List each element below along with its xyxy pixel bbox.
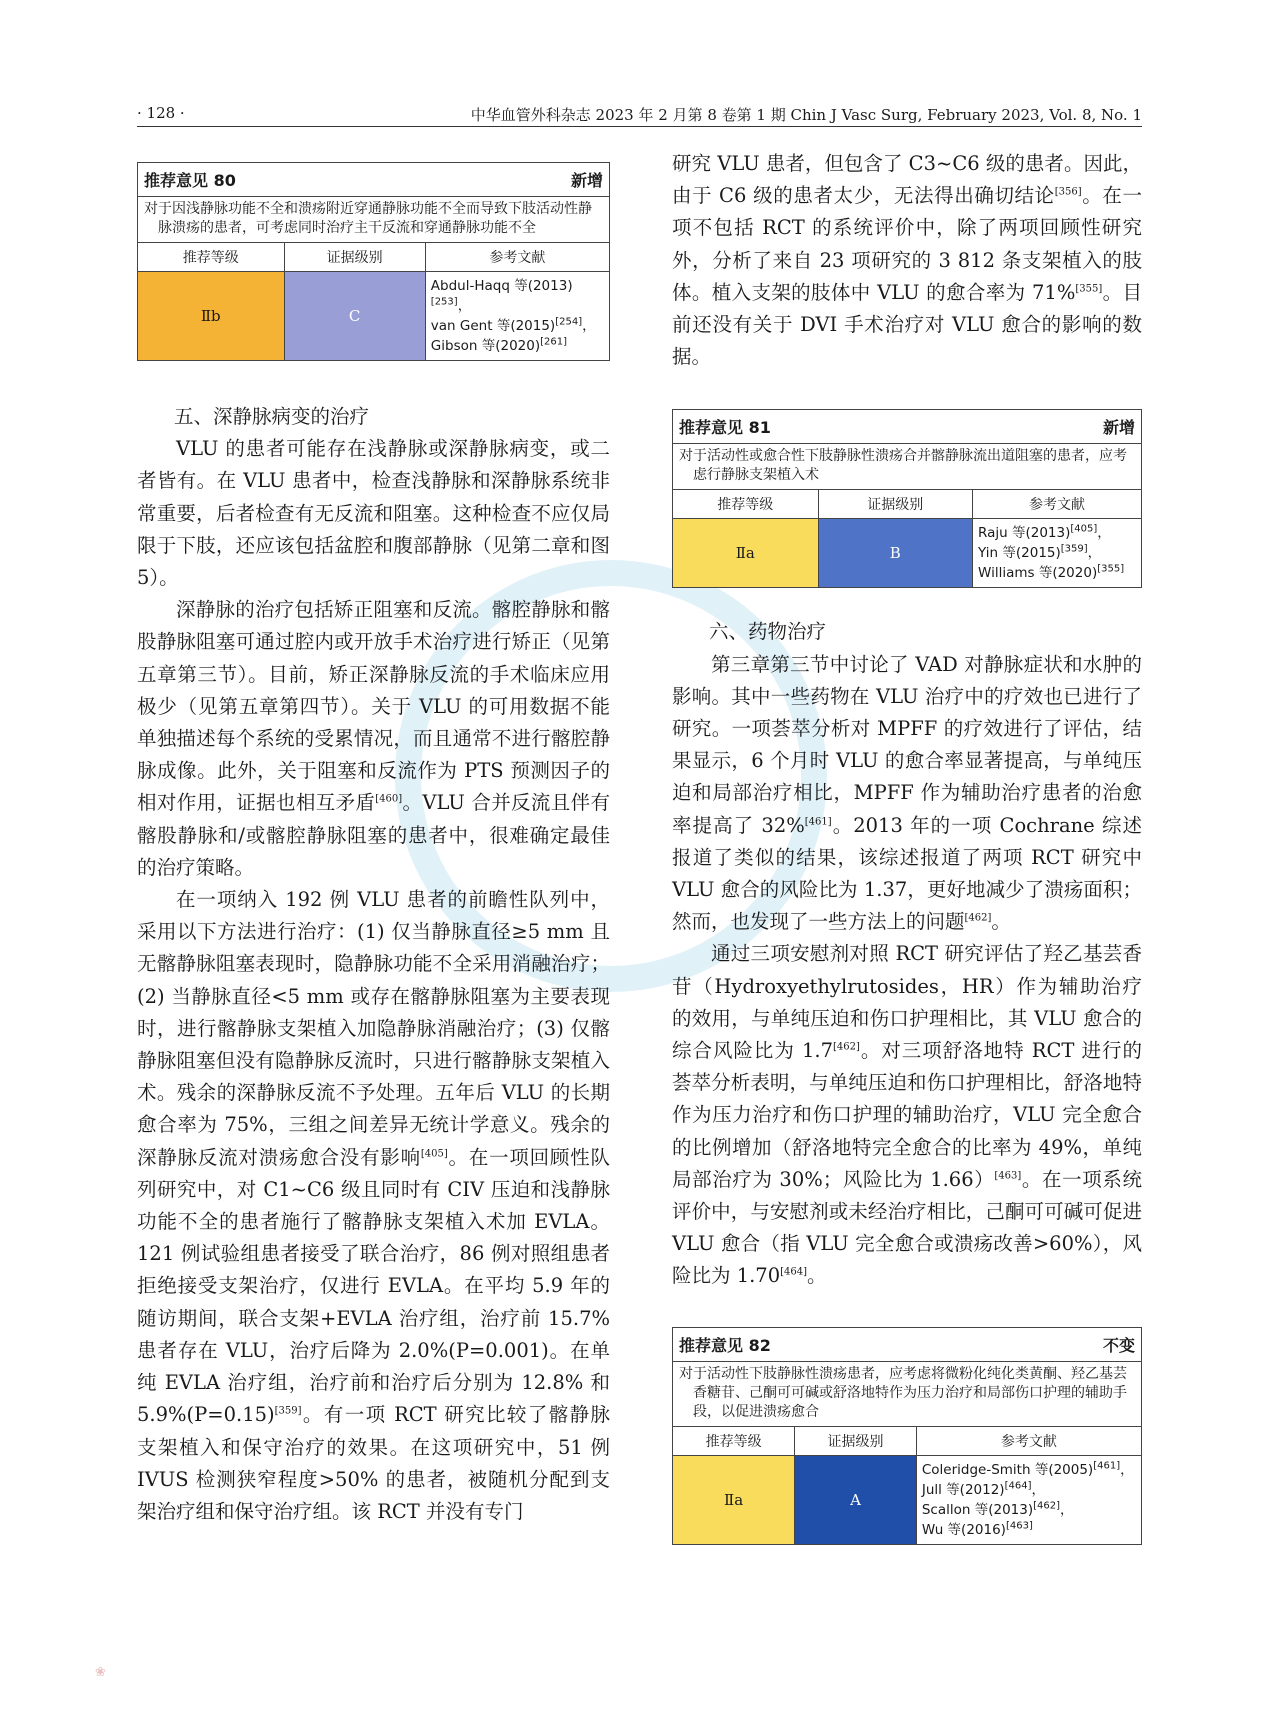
rec-table [673, 490, 1141, 587]
rec-table [138, 243, 609, 360]
evidence-cell: A [795, 1455, 917, 1544]
evidence-cell: B [818, 519, 972, 588]
grade-cell: Ⅱa [673, 1455, 795, 1544]
paragraph: 通过三项安慰剂对照 RCT 研究评估了羟乙基芸香苷（Hydroxyethylrutosides，HR）作为辅助治疗的效用，与单纯压迫和伤口护理相比，其 VLU 愈合的综合风险比为 1.7[462]。对三项舒洛地特 RCT 进行的荟萃分析表明，与单纯压迫和伤口护理相比，舒洛地特作为压力治疗和伤口护理的辅助治疗，VLU 完全愈合的比例增加（舒洛地特完全愈合的比率为 49%，单纯局部治疗为 30%；风险比为 1.66）[463]。在一项系统评价中，与安慰剂或未经治疗相比，己酮可可碱可促进 VLU 愈合（指 VLU 完全愈合或溃疡改善>60%），风险比为 1.70[464]。 [672, 942, 1142, 1288]
recommendation-81-box [672, 409, 1142, 588]
col-evidence: 证据级别 [795, 1427, 917, 1456]
citation: [356] [1054, 186, 1082, 198]
paragraph: VLU 的患者可能存在浅静脉或深静脉病变，或二者皆有。在 VLU 患者中，检查浅静脉和深静脉系统非常重要，后者检查有无反流和阻塞。这种检查不应仅局限于下肢，还应该包括盆腔和腹部静脉（见第二章和图 5）。 [137, 437, 610, 590]
citation: [464] [780, 1266, 808, 1278]
rec-title: 推荐意见 82 [679, 1335, 771, 1355]
section-6-title: 六、药物治疗 [709, 620, 827, 644]
col-refs: 参考文献 [425, 243, 609, 272]
col-grade: 推荐等级 [673, 490, 818, 519]
recommendation-82-box [672, 1327, 1142, 1545]
rec-status: 不变 [1102, 1335, 1135, 1355]
refs-cell [916, 1455, 1141, 1544]
citation: [359] [274, 1405, 302, 1417]
citation: [355] [1075, 283, 1103, 295]
running-header [137, 100, 1142, 127]
citation: [460] [375, 793, 403, 805]
citation: [461] [1093, 1460, 1121, 1472]
reference-item: Abdul-Haqq 等(2013)[253]， [430, 278, 573, 314]
reference-item: van Gent 等(2015)[254]， [430, 316, 596, 334]
citation: [462] [964, 912, 992, 924]
col-grade: 推荐等级 [673, 1427, 795, 1456]
recommendation-80-box [137, 162, 610, 361]
paragraph: 在一项纳入 192 例 VLU 患者的前瞻性队列中，采用以下方法进行治疗：(1) 仅当静脉直径≥5 mm 且无髂静脉阻塞表现时，隐静脉功能不全采用消融治疗；(2) 当静脉直径<5 mm 或存在髂静脉阻塞为主要表现时，进行髂静脉支架植入加隐静脉消融治疗；(3) 仅髂静脉阻塞但没有隐静脉反流时，只进行髂静脉支架植入术。残余的深静脉反流不予处理。五年后 VLU 的长期愈合率为 75%，三组之间差异无统计学意义。残余的深静脉反流对溃疡愈合没有影响[405]。在一项回顾性队列研究中，对 C1~C6 级且同时有 CIV 压迫和浅静脉功能不全的患者施行了髂静脉支架植入术加 EVLA。121 例试验组患者接受了联合治疗，86 例对照组患者拒绝接受支架治疗，仅进行 EVLA。在平均 5.9 年的随访期间，联合支架+EVLA 治疗组，治疗前 15.7% 患者存在 VLU，治疗后降为 2.0%(P=0.001)。在单纯 EVLA 治疗组，治疗前和治疗后分别为 12.8% 和 5.9%(P=0.15)[359]。有一项 RCT 研究比较了髂静脉支架植入和保守治疗的效果。在这项研究中，51 例 IVUS 检测狭窄程度>50% 的患者，被随机分配到支架治疗组和保守治疗组。该 RCT 并没有专门 [137, 888, 610, 1523]
citation: [463] [994, 1170, 1022, 1182]
rec-text: 对于因浅静脉功能不全和溃疡附近穿通静脉功能不全而导致下肢活动性静脉溃疡的患者，可考虑同时治疗主干反流和穿通静脉功能不全 [138, 197, 609, 243]
col-refs: 参考文献 [973, 490, 1141, 519]
reference-item: Raju 等(2013)[405]， [978, 523, 1111, 542]
citation: [253] [430, 296, 458, 308]
reference-item: Yin 等(2015)[359]， [978, 543, 1102, 562]
citation: [463] [1005, 1520, 1033, 1532]
rec-text: 对于活动性或愈合性下肢静脉性溃疡合并髂静脉流出道阻塞的患者，应考虑行静脉支架植入术 [673, 444, 1141, 490]
rec-title: 推荐意见 81 [679, 418, 771, 438]
right-column [672, 152, 1142, 1545]
paragraph: 第三章第三节中讨论了 VAD 对静脉症状和水肿的影响。其中一些药物在 VLU 治疗中的疗效也已进行了研究。一项荟萃分析对 MPFF 的疗效进行了评估，结果显示，6 个月时 VLU 的愈合率显著提高，与单纯压迫和局部治疗相比，MPFF 作为辅助治疗患者的治愈率提高了 32%[461]。2013 年的一项 Cochrane 综述报道了类似的结果，该综述报道了两项 RCT 研究中 VLU 愈合的风险比为 1.37，更好地减少了溃疡面积；然而，也发现了一些方法上的问题[462]。 [672, 652, 1142, 934]
citation: [462] [833, 1041, 860, 1053]
citation: [462] [1033, 1500, 1060, 1512]
citation: [405] [420, 1148, 448, 1160]
journal-citation: 中华血管外科杂志 2023 年 2 月第 8 卷第 1 期 Chin J Vasc Surg, February 2023, Vol. 8, No. 1 [470, 106, 1142, 124]
publisher-logo: ❀ [95, 1665, 106, 1680]
col-evidence: 证据级别 [818, 490, 972, 519]
rec-status: 新增 [1102, 418, 1135, 438]
col-grade: 推荐等级 [138, 243, 284, 272]
citation: [464] [1004, 1480, 1032, 1492]
rec-text: 对于活动性下肢静脉性溃疡患者，应考虑将微粉化纯化类黄酮、羟乙基芸香糖苷、己酮可可碱或舒洛地特作为压力治疗和局部伤口护理的辅助手段，以促进溃疡愈合 [673, 1362, 1141, 1427]
evidence-cell: C [284, 272, 425, 361]
paragraph: 深静脉的治疗包括矫正阻塞和反流。髂腔静脉和髂股静脉阻塞可通过腔内或开放手术治疗进行矫正（见第五章第三节）。目前，矫正深静脉反流的手术临床应用极少（见第五章第四节）。关于 VLU 的可用数据不能单独描述每个系统的受累情况，而且通常不进行髂腔静脉成像。此外，关于阻塞和反流作为 PTS 预测因子的相对作用，证据也相互矛盾[460]。VLU 合并反流且伴有髂股静脉和/或髂腔静脉阻塞的患者中，很难确定最佳的治疗策略。 [137, 598, 610, 879]
col-refs: 参考文献 [916, 1427, 1141, 1456]
citation: [405] [1070, 523, 1098, 535]
reference-item: Scallon 等(2013)[462]， [921, 1500, 1074, 1518]
refs-cell [425, 272, 609, 361]
reference-item: Wu 等(2016)[463] [921, 1520, 1033, 1538]
citation: [254] [555, 316, 583, 328]
page-number: · 128 · [137, 104, 185, 122]
citation: [355] [1097, 563, 1125, 575]
left-column [137, 160, 610, 1528]
citation: [359] [1060, 543, 1088, 555]
reference-item: Gibson 等(2020)[261] [430, 336, 567, 354]
rec-table [673, 1427, 1141, 1544]
col-evidence: 证据级别 [284, 243, 425, 272]
citation: [461] [804, 816, 832, 828]
section-5-title: 五、深静脉病变的治疗 [174, 405, 370, 428]
rec-status: 新增 [570, 171, 603, 190]
paragraph: 研究 VLU 患者，但包含了 C3~C6 级的患者。因此，由于 C6 级的患者太少，无法得出确切结论[356]。在一项不包括 RCT 的系统评价中，除了两项回顾性研究外，分析了来自 23 项研究的 3 812 条支架植入的肢体。植入支架的肢体中 VLU 的愈合率为 71%[355]。目前还没有关于 DVI 手术治疗对 VLU 愈合的影响的数据。 [672, 152, 1142, 369]
refs-cell [973, 519, 1141, 588]
grade-cell: Ⅱb [138, 272, 284, 361]
rec-title: 推荐意见 80 [144, 171, 236, 190]
grade-cell: Ⅱa [673, 519, 818, 588]
citation: [261] [540, 336, 567, 348]
reference-item: Coleridge-Smith 等(2005)[461]， [921, 1460, 1134, 1478]
reference-item: Williams 等(2020)[355] [978, 563, 1125, 582]
reference-item: Jull 等(2012)[464]， [921, 1480, 1045, 1498]
